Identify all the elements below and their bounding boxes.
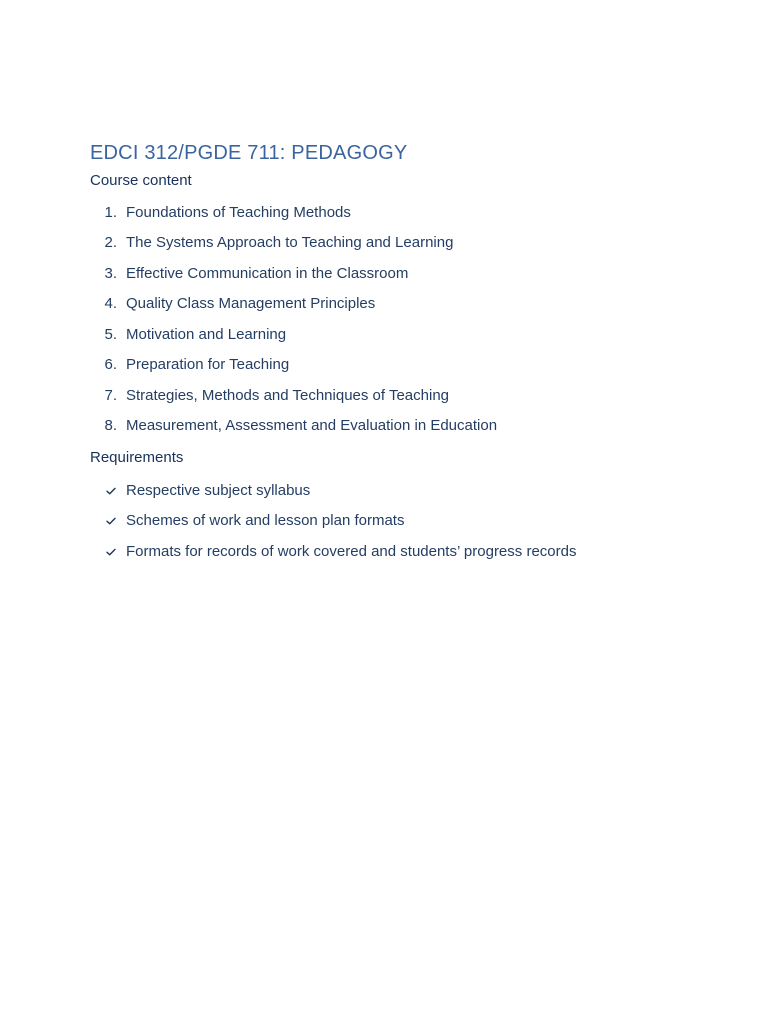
list-item [90,411,710,442]
list-item [90,506,710,537]
list-number: 4. [104,295,117,313]
list-number: 5. [104,325,117,343]
list-item [90,350,710,381]
list-number: 6. [104,356,117,374]
list-marker [90,543,126,560]
list-item [90,197,710,228]
list-item-text: Foundations of Teaching Methods [126,203,351,221]
check-icon [105,546,117,558]
list-item [90,258,710,289]
list-item [90,289,710,320]
list-item [90,228,710,259]
list-number: 7. [104,386,117,404]
list-item [90,475,710,506]
list-number: 3. [104,264,117,282]
list-item-text: Measurement, Assessment and Evaluation in Education [126,417,498,435]
requirements-heading: Requirements [90,449,184,466]
list-item-text: Schemes of work and lesson plan formats [126,512,405,530]
requirements-list [90,475,710,567]
document-title: EDCI 312/PGDE 711: PEDAGOGY [90,142,408,164]
list-item-text: Respective subject syllabus [126,481,311,499]
list-item-text: Quality Class Management Principles [126,295,376,313]
check-icon [105,515,117,527]
list-item-text: Effective Communication in the Classroom [126,264,409,282]
list-item-text: The Systems Approach to Teaching and Learning [126,234,454,252]
course-content-list [90,197,710,441]
list-item-text: Formats for records of work covered and students’ progress records [126,542,577,560]
list-marker [90,512,126,529]
course-content-heading: Course content [90,172,192,189]
list-marker [90,482,126,499]
list-item [90,380,710,411]
list-item [90,319,710,350]
list-number: 2. [104,234,117,252]
check-icon [105,485,117,497]
document-page [90,140,710,567]
list-number: 8. [104,417,117,435]
list-item-text: Motivation and Learning [126,325,287,343]
list-item-text: Preparation for Teaching [126,356,290,374]
list-item-text: Strategies, Methods and Techniques of Teaching [126,386,449,404]
list-item [90,536,710,567]
list-number: 1. [104,203,117,221]
